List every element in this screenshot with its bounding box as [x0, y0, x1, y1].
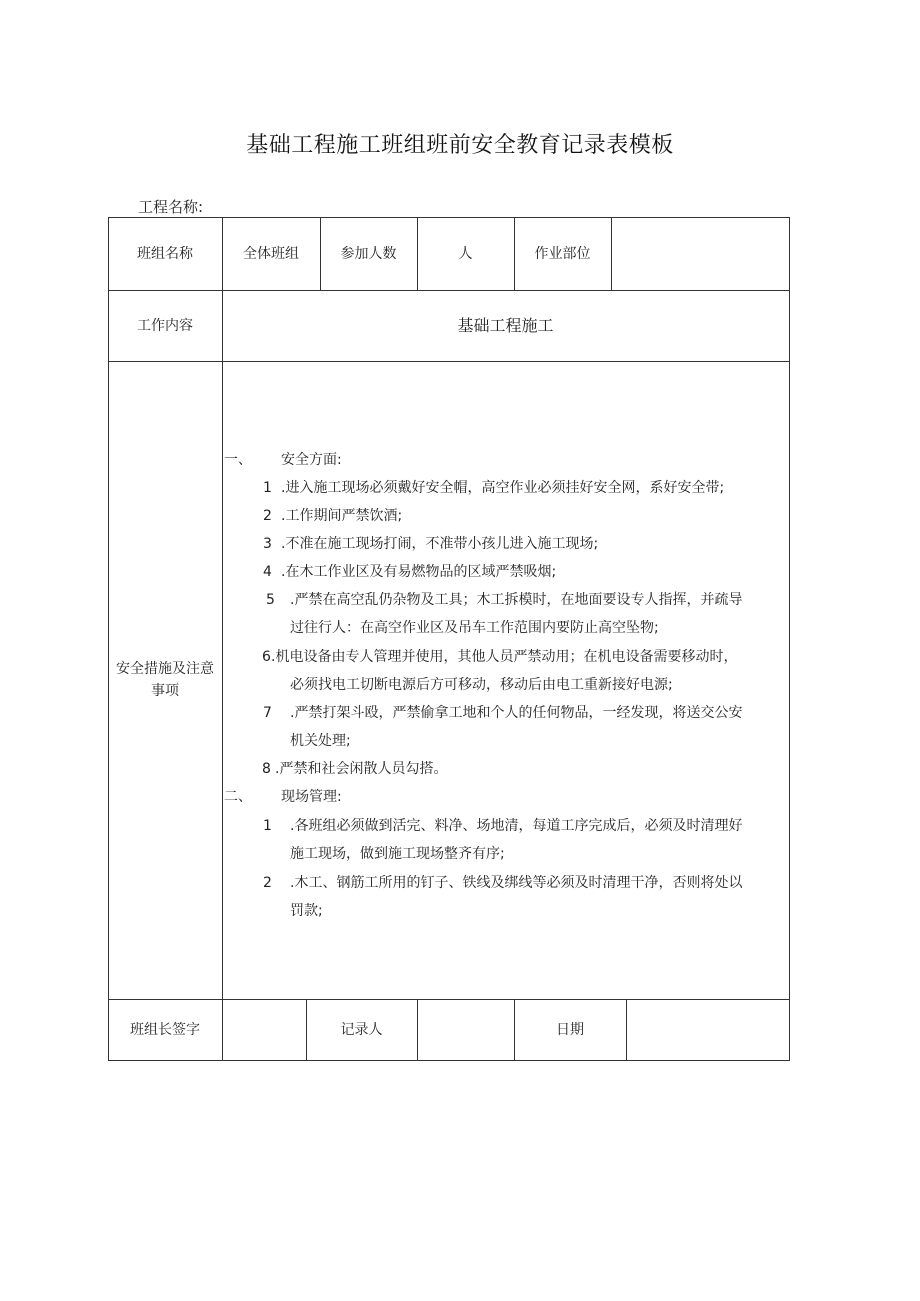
work-content-label: 工作内容 — [137, 317, 193, 334]
section-heading: 现场管理: — [281, 789, 342, 805]
list-item-text: .严禁打架斗殴，严禁偷拿工地和个人的任何物品，一经发现，将送交公安 — [290, 705, 743, 721]
safety-measures-label-line1: 安全措施及注意 — [116, 661, 214, 677]
list-item-number: 4 — [263, 564, 272, 580]
table-border-right — [789, 217, 790, 1061]
safety-measures-label-line2: 事项 — [151, 683, 179, 699]
recorder-field[interactable] — [417, 999, 514, 1060]
work-location-value[interactable] — [611, 217, 789, 290]
list-item-text: .机电设备由专人管理并使用，其他人员严禁动用；在机电设备需要移动时， — [271, 649, 738, 665]
list-item-number: 7 — [263, 705, 272, 721]
list-item-text-continuation: 机关处理; — [290, 733, 351, 749]
list-item-number: 2 — [263, 875, 272, 891]
list-item-text-continuation: 罚款; — [290, 903, 323, 919]
list-item-number: 1 — [263, 818, 272, 834]
team-name-value[interactable]: 全体班组 — [243, 245, 299, 262]
list-item-text: .不准在施工现场打闹，不准带小孩儿进入施工现场; — [281, 536, 599, 552]
list-item-text-continuation: 施工现场，做到施工现场整齐有序; — [290, 846, 505, 862]
participants-value[interactable]: 人 — [458, 245, 473, 262]
team-name-label: 班组名称 — [137, 245, 193, 262]
list-item-number: 5 — [266, 592, 275, 608]
leader-sign-label: 班组长签字 — [130, 1021, 200, 1038]
list-item-text: .严禁和社会闲散人员勾搭。 — [275, 761, 448, 777]
page-title: 基础工程施工班组班前安全教育记录表模板 — [246, 133, 674, 158]
section-marker: 二、 — [224, 789, 252, 805]
list-item-text: .各班组必须做到活完、料净、场地清，每道工序完成后，必须及时清理好 — [290, 818, 743, 834]
section-heading: 安全方面: — [281, 452, 342, 468]
safety-measures-label — [108, 361, 222, 999]
list-item-number: 2 — [263, 508, 272, 524]
table-border-bottom — [108, 1060, 790, 1061]
list-item-text: .工作期间严禁饮酒; — [281, 508, 403, 524]
list-item-text: .进入施工现场必须戴好安全帽，高空作业必须挂好安全网，系好安全带; — [281, 480, 725, 496]
work-location-label: 作业部位 — [534, 245, 591, 262]
list-item-number: 8 — [262, 761, 271, 777]
list-item-text-continuation: 必须找电工切断电源后方可移动，移动后由电工重新接好电源; — [290, 677, 673, 693]
list-item-number: 1 — [263, 480, 272, 496]
list-item-text: .木工、钢筋工所用的钉子、铁线及绑线等必须及时清理干净，否则将处以 — [290, 875, 743, 891]
participants-label: 参加人数 — [340, 245, 397, 262]
list-item-number: 6 — [262, 649, 271, 665]
project-name-label: 工程名称: — [138, 198, 204, 216]
date-label: 日期 — [556, 1021, 584, 1038]
list-item-text: .在木工作业区及有易燃物品的区域严禁吸烟; — [281, 564, 557, 580]
list-item-text-continuation: 过往行人：在高空作业区及吊车工作范围内要防止高空坠物; — [290, 620, 659, 636]
list-item-text: .严禁在高空乱仍杂物及工具；木工拆模时，在地面要设专人指挥，并疏导 — [290, 592, 743, 608]
work-content-value[interactable]: 基础工程施工 — [457, 315, 554, 335]
list-item-number: 3 — [263, 536, 272, 552]
leader-sign-field[interactable] — [222, 999, 306, 1060]
date-field[interactable] — [626, 999, 789, 1060]
recorder-label: 记录人 — [340, 1021, 383, 1038]
section-marker: 一、 — [224, 452, 252, 468]
